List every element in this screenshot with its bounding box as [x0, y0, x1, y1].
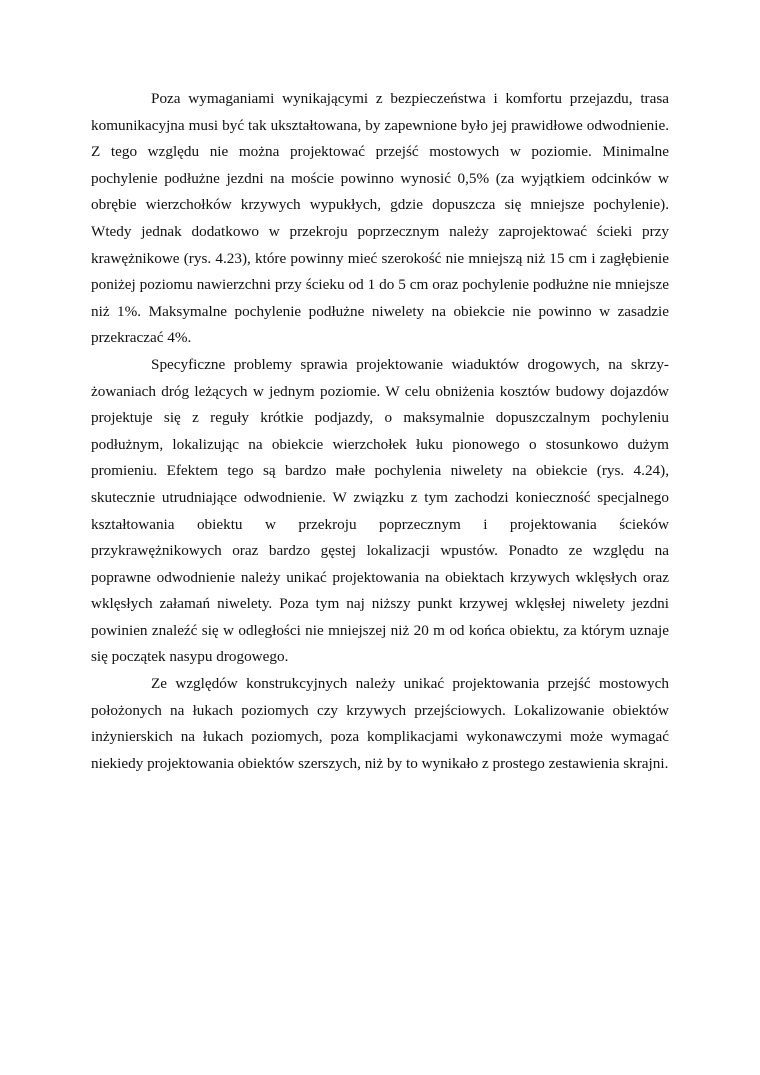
paragraph-3: Ze względów konstrukcyjnych należy unikać projektowania przejść mostowych położonych na łukach poziomych czy krzywych przejściowych. Lokalizowanie obiektów inżynierskich na łukach poziomych, poza komplikacjami wykonawczymi może wymagać niekiedy projektowania obiektów szerszych, niż by to wynikało z prostego zestawienia skrajni.	[91, 675, 669, 772]
paragraph-1: Poza wymaganiami wynikającymi z bezpieczeństwa i komfortu przejazdu, trasa komunikacyjna musi być tak ukształtowana, by zapewnione było jej prawidłowe odwodnienie. Z tego względu nie można projektować przejść mostowych w poziomie. Minimalne pochylenie podłużne jezdni na moście powinno wynosić 0,5% (za wyjątkiem odcinków w obrębie wierzchołków krzywych wypukłych, gdzie dopuszcza się mniejsze pochylenie). Wtedy jednak dodatkowo w przekroju poprzecznym należy zaprojektować ścieki przy krawężnikowe (rys. 4.23), które powinny mieć szerokość nie mniejszą niż 15 cm i zagłębienie poniżej poziomu nawierzchni przy ścieku od 1 do 5 cm oraz pochylenie podłużne nie mniejsze niż 1%. Maksymalne pochylenie podłużne niwelety na obiekcie nie powinno w zasadzie przekraczać 4%.	[91, 90, 669, 347]
body-text	[91, 86, 669, 777]
paragraph-2: Specyficzne problemy sprawia projektowanie wiaduktów drogowych, na skrzy-żowaniach dróg leżących w jednym poziomie. W celu obniżenia kosztów budowy dojazdów projektuje się z reguły krótkie podjazdy, o maksymalnie dopuszczalnym pochyleniu podłużnym, lokalizując na obiekcie wierzchołek łuku pionowego o stosunkowo dużym promieniu. Efektem tego są bardzo małe pochylenia niwelety na obiekcie (rys. 4.24), skutecznie utrudniające odwodnienie. W związku z tym zachodzi konieczność specjalnego kształtowania obiektu w przekroju poprzecznym i projektowania ścieków przykrawężnikowych oraz bardzo gęstej lokalizacji wpustów. Ponadto ze względu na poprawne odwodnienie należy unikać projektowania na obiektach krzywych wklęsłych oraz wklęsłych załamań niwelety. Poza tym naj niższy punkt krzywej wklęsłej niwelety jezdni powinien znaleźć się w odległości nie mniejszej niż 20 m od końca obiektu, za którym uznaje się początek nasypu drogowego.	[91, 355, 669, 666]
